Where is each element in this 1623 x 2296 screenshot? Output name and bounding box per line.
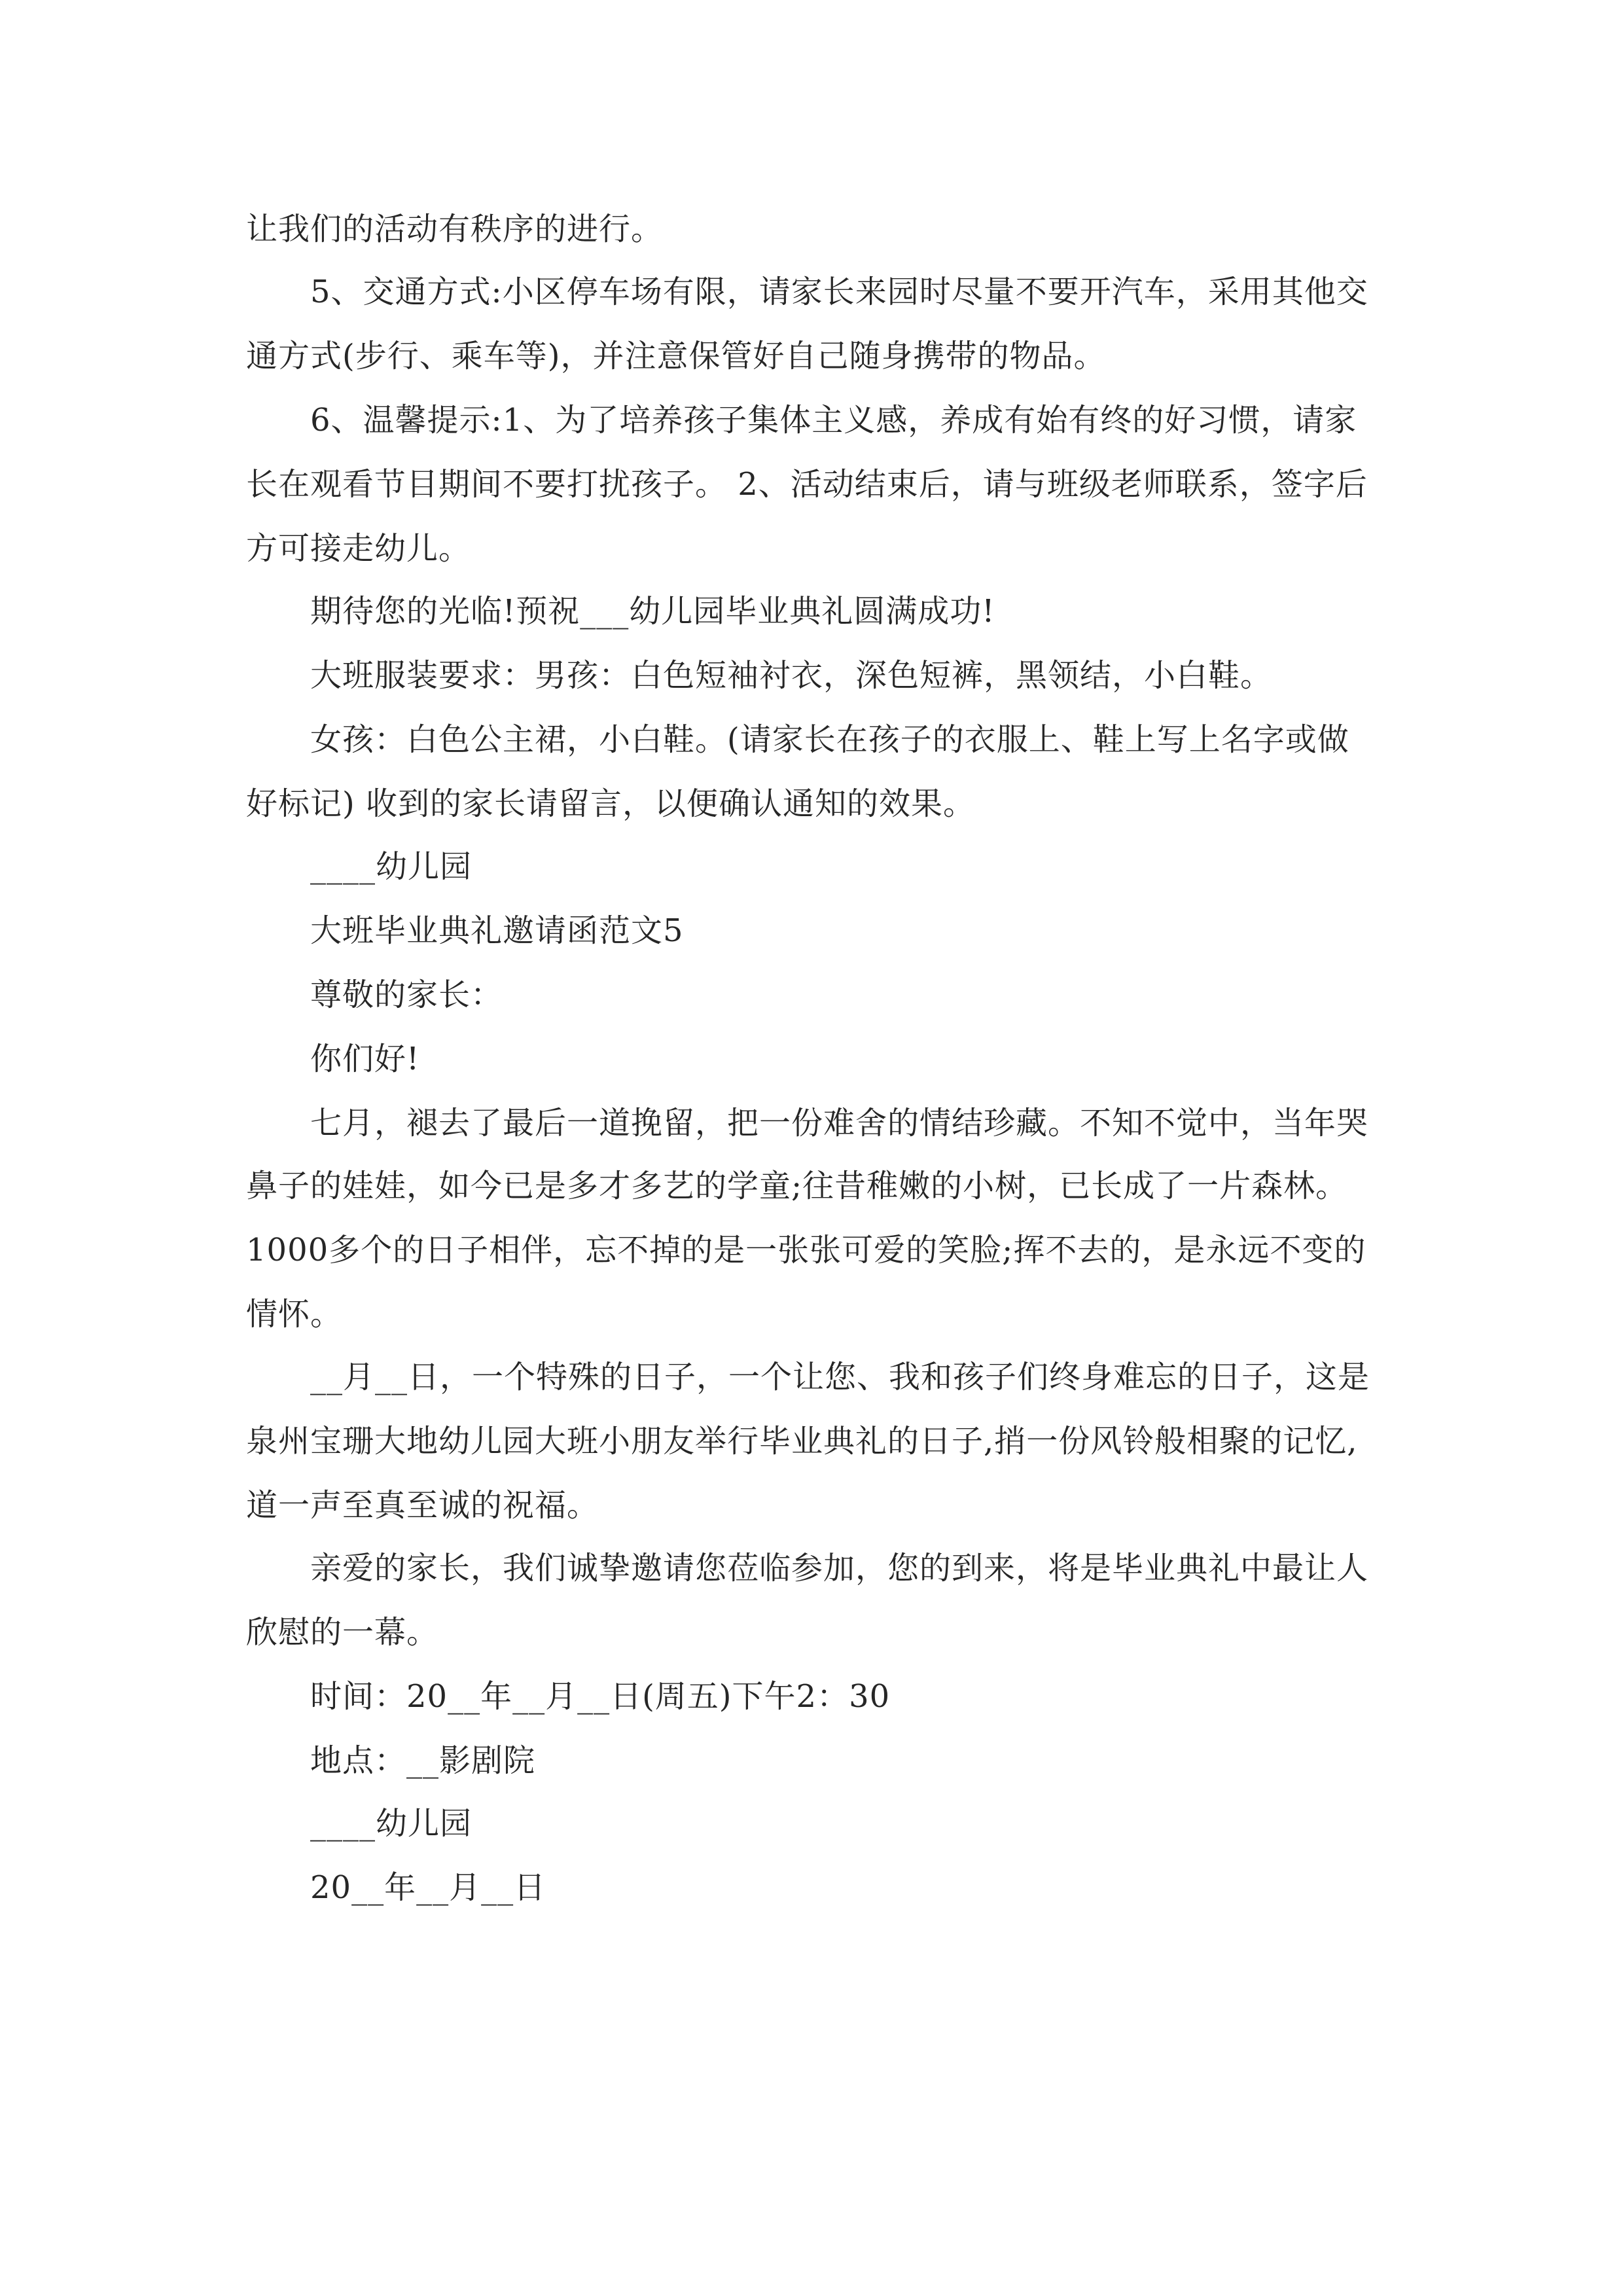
salutation: 尊敬的家长： xyxy=(310,977,503,1013)
text-line: 方可接走幼儿。 xyxy=(246,530,471,567)
signature-date: 20__年__月__日 xyxy=(310,1869,546,1906)
text-line: 大班服装要求：男孩：白色短袖衬衣，深色短裤，黑领结，小白鞋。 xyxy=(310,657,1273,694)
text-line: 鼻子的娃娃，如今已是多才多艺的学童;往昔稚嫩的小树，已长成了一片森林。 xyxy=(246,1168,1348,1204)
section-title: 大班毕业典礼邀请函范文5 xyxy=(310,912,684,949)
text-line: 通方式(步行、乘车等)，并注意保管好自己随身携带的物品。 xyxy=(246,338,1106,374)
event-location: 地点：__影剧院 xyxy=(310,1742,536,1779)
text-line: 亲爱的家长，我们诚挚邀请您莅临参加，您的到来，将是毕业典礼中最让人 xyxy=(310,1550,1369,1587)
greeting: 你们好! xyxy=(310,1041,420,1077)
text-line: 好标记) 收到的家长请留言，以便确认通知的效果。 xyxy=(246,785,975,822)
text-line: 情怀。 xyxy=(246,1296,343,1333)
text-line: 女孩：白色公主裙，小白鞋。(请家长在孩子的衣服上、鞋上写上名字或做 xyxy=(310,721,1349,758)
text-line: 道一声至真至诚的祝福。 xyxy=(246,1487,599,1524)
text-line: __月__日，一个特殊的日子，一个让您、我和孩子们终身难忘的日子，这是 xyxy=(310,1359,1370,1395)
signature-line: ____幼儿园 xyxy=(310,848,473,885)
text-line: 泉州宝珊大地幼儿园大班小朋友举行毕业典礼的日子,捎一份风铃般相聚的记忆, xyxy=(246,1423,1358,1460)
text-line: 期待您的光临!预祝___幼儿园毕业典礼圆满成功! xyxy=(310,593,995,630)
event-time: 时间：20__年__月__日(周五)下午2：30 xyxy=(310,1678,891,1715)
text-line: 1000多个的日子相伴，忘不掉的是一张张可爱的笑脸;挥不去的，是永远不变的 xyxy=(246,1232,1366,1268)
text-line: 让我们的活动有秩序的进行。 xyxy=(246,211,664,247)
signature-line: ____幼儿园 xyxy=(310,1805,473,1842)
text-line: 欣慰的一幕。 xyxy=(246,1614,439,1651)
text-line: 七月，褪去了最后一道挽留，把一份难舍的情结珍藏。不知不觉中，当年哭 xyxy=(310,1105,1369,1141)
text-line: 6、温馨提示:1、为了培养孩子集体主义感，养成有始有终的好习惯，请家 xyxy=(310,402,1357,439)
text-line: 5、交通方式:小区停车场有限，请家长来园时尽量不要开汽车，采用其他交 xyxy=(310,274,1368,310)
text-line: 长在观看节目期间不要打扰孩子。 2、活动结束后，请与班级老师联系，签字后 xyxy=(246,466,1368,503)
